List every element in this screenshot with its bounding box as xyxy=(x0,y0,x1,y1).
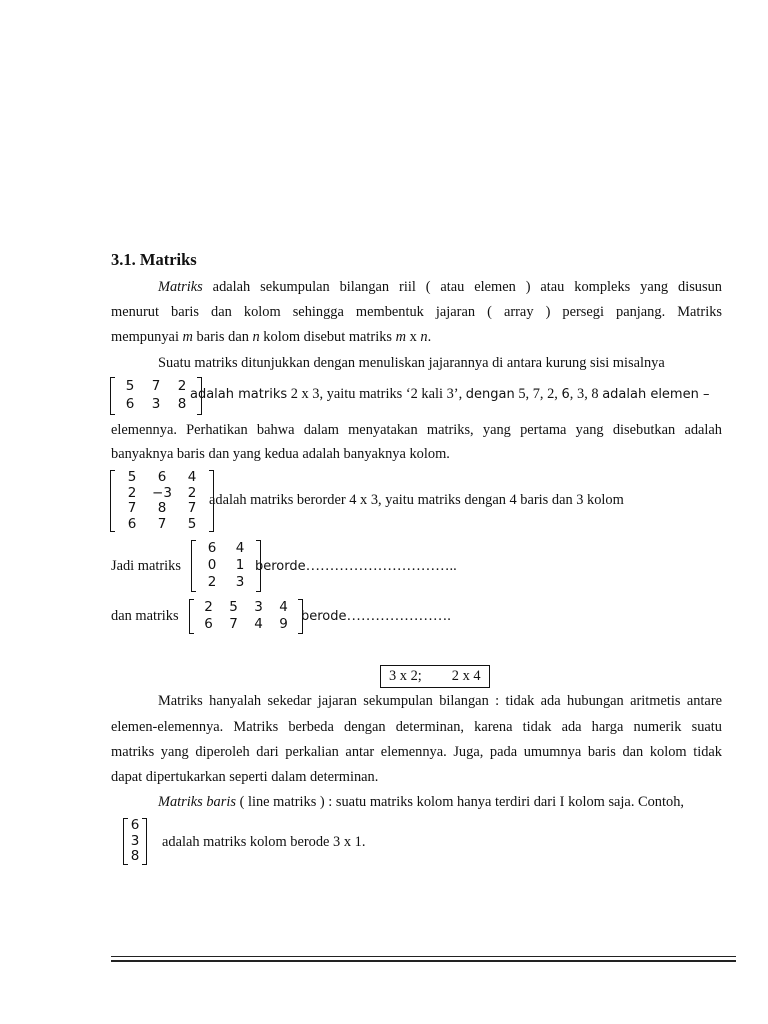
order-label: berode xyxy=(301,609,347,624)
matrix-body xyxy=(115,470,209,532)
matrix-cell: 7 xyxy=(127,500,137,516)
matrix-cell: 6 xyxy=(127,515,137,532)
paragraph-2-line-4: banyaknya baris dan yang kedua adalah banyaknya kolom. xyxy=(111,446,450,462)
matrix-body xyxy=(115,377,197,415)
matrix-cell: 6 xyxy=(125,396,135,412)
matrix-body xyxy=(128,818,142,865)
text-fragment: mempunyai xyxy=(111,329,183,345)
text-fragment: x xyxy=(406,329,421,345)
matrix-cell: 3 xyxy=(235,574,245,590)
matrix-2x3-description xyxy=(190,386,722,403)
desc-text: dengan xyxy=(465,387,515,402)
footer-rule xyxy=(111,956,736,957)
matrix-2x3 xyxy=(110,377,202,415)
paragraph-2-line-1: Suatu matriks ditunjukkan dengan menuliskan jajarannya di antara kurung sisi misalnya xyxy=(158,355,665,371)
section-heading: 3.1. Matriks xyxy=(111,250,197,269)
matrix-cell: 6 xyxy=(130,817,140,833)
matrix-3x1-description: adalah matriks kolom berode 3 x 1. xyxy=(162,834,366,850)
matrix-4x3-description: adalah matriks berorder 4 x 3, yaitu matriks dengan 4 baris dan 3 kolom xyxy=(209,492,624,508)
paragraph-2-line-3: elemennya. Perhatikan bahwa dalam menyatakan matriks, yang pertama yang disebutkan adalah xyxy=(111,422,722,438)
var-m: m xyxy=(182,329,193,345)
paragraph-3-line-1: Matriks hanyalah sekedar jajaran sekumpulan bilangan : tidak ada hubungan aritmetis antare xyxy=(158,693,722,709)
desc-text: adalah matriks xyxy=(190,387,288,402)
matrix-cell: 2 xyxy=(127,484,137,501)
desc-text: 6 xyxy=(561,387,570,402)
matrix-cell: 2 xyxy=(187,484,197,501)
matrix-cell: 1 xyxy=(235,557,245,573)
matrix-2x4-order xyxy=(301,608,451,625)
paragraph-1-line-1 xyxy=(158,279,722,296)
order-blank: …………………. xyxy=(346,608,451,624)
matrix-3x2 xyxy=(191,540,261,592)
matrix-cell: −3 xyxy=(152,484,172,501)
matrix-cell: 2 xyxy=(207,574,217,590)
matrix-3x2-order xyxy=(255,558,457,575)
paragraph-3-line-4: dapat dipertukarkan seperti dalam determinan. xyxy=(111,769,379,785)
desc-text: 2 x 3, yaitu matriks ‘2 kali 3’, xyxy=(287,386,466,402)
matrix-cell: 8 xyxy=(157,500,167,516)
matrix-cell: 0 xyxy=(207,557,217,573)
matrix-cell: 4 xyxy=(254,616,263,632)
text-fragment: kolom disebut matriks xyxy=(259,329,396,345)
matrix-cell: 4 xyxy=(187,469,197,485)
matrix-cell: 6 xyxy=(157,469,167,485)
desc-text: , 3, 8 xyxy=(569,386,603,402)
matrix-cell: 5 xyxy=(125,378,135,394)
matrix-cell: 8 xyxy=(177,396,187,412)
paragraph-4-text: ( line matriks ) : suatu matriks kolom hanya terdiri dari I kolom saja. Contoh, xyxy=(235,794,684,810)
paragraph-1-line-3 xyxy=(111,329,431,346)
desc-text: adalah elemen – xyxy=(602,387,710,402)
text-fragment: . xyxy=(427,329,432,345)
answer-a: 3 x 2; xyxy=(389,668,422,684)
matrix-cell: 3 xyxy=(254,599,263,615)
matrix-cell: 7 xyxy=(151,378,161,394)
matrix-cell: 2 xyxy=(177,378,187,394)
order-blank: ………………………….. xyxy=(305,558,457,574)
matrix-4x3 xyxy=(110,470,214,532)
desc-fragment xyxy=(190,386,709,403)
paragraph-4-line-1 xyxy=(158,794,684,811)
paragraph-1-line-1-text: adalah sekumpulan bilangan riil ( atau elemen ) atau kompleks yang disusun xyxy=(202,279,722,295)
answer-box xyxy=(380,665,490,688)
matrix-cell: 4 xyxy=(279,599,288,615)
matrix-cell: 9 xyxy=(279,616,288,632)
var-n: n xyxy=(420,329,428,345)
var-n: n xyxy=(252,329,260,345)
term-matriks-baris: Matriks baris xyxy=(158,794,236,810)
paragraph-3-line-2: elemen-elemennya. Matriks berbeda dengan determinan, karena tidak ada harga numerik suatu xyxy=(111,719,722,735)
var-m: m xyxy=(395,329,407,345)
order-label: berorde xyxy=(255,559,306,574)
footer-rule xyxy=(111,960,736,962)
matrix-body xyxy=(196,540,256,592)
right-bracket xyxy=(142,818,147,865)
matrix-cell: 5 xyxy=(229,599,238,615)
text-fragment: baris dan xyxy=(192,329,253,345)
matrix-cell: 6 xyxy=(207,540,217,556)
paragraph-3-line-3: matriks yang diperoleh dari perkalian antar elemennya. Juga, pada umumnya baris dan kolom tidak xyxy=(111,744,722,760)
paragraph-1-line-2: menurut baris dan kolom sehingga membentuk jajaran ( array ) persegi panjang. Matriks xyxy=(111,304,722,320)
matrix-cell: 7 xyxy=(157,515,167,532)
matrix-2x4-label: dan matriks xyxy=(111,608,179,624)
desc-text: 5, 7, 2, xyxy=(514,386,562,402)
matrix-2x4 xyxy=(189,599,303,634)
matrix-cell: 5 xyxy=(187,515,197,532)
matrix-cell: 4 xyxy=(235,540,245,556)
matrix-cell: 7 xyxy=(229,616,238,632)
matrix-cell: 2 xyxy=(204,599,213,615)
answer-b: 2 x 4 xyxy=(451,668,481,684)
matrix-cell: 6 xyxy=(204,616,213,632)
matrix-3x2-label: Jadi matriks xyxy=(111,558,181,574)
matrix-cell: 5 xyxy=(127,469,137,485)
matrix-3x1 xyxy=(123,818,147,865)
matrix-cell: 7 xyxy=(187,500,197,516)
matrix-cell: 3 xyxy=(151,396,161,412)
matrix-cell: 3 xyxy=(130,832,140,849)
matrix-cell: 8 xyxy=(130,848,140,864)
term-matriks: Matriks xyxy=(158,279,203,295)
matrix-body xyxy=(194,599,298,634)
